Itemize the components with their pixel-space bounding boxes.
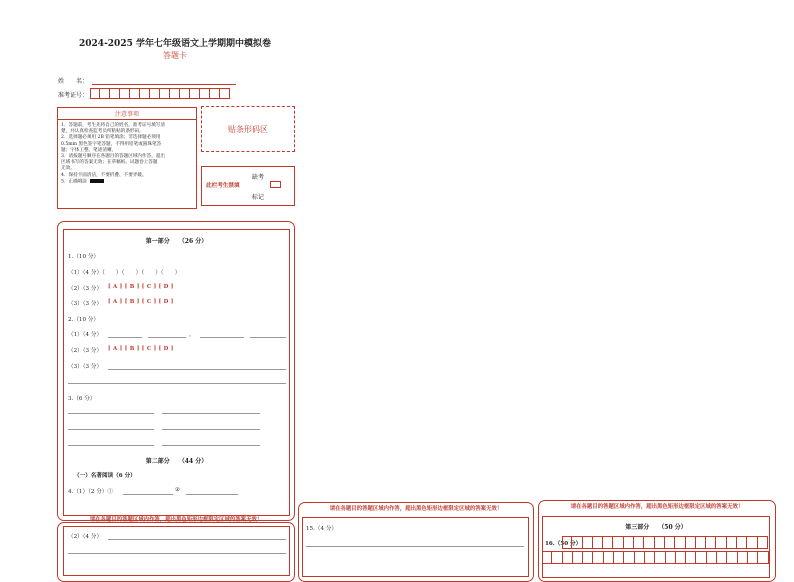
q3-line[interactable] bbox=[162, 429, 260, 430]
q3-label: 3.（6 分） bbox=[68, 396, 96, 402]
q2-sub3-label: （3）（3 分） bbox=[68, 364, 103, 370]
absent-mark-box[interactable] bbox=[270, 181, 281, 188]
q4-sub2-line[interactable] bbox=[68, 553, 286, 554]
notice-item: 楚，并认真检查监考员所粘贴的条形码。 bbox=[61, 129, 144, 135]
q4-sub1-label: 4.（1）（2 分）① bbox=[68, 489, 113, 495]
q15-label: 15.（4 分） bbox=[306, 526, 338, 532]
notice-item: 1．答题前，考生先将自己的姓名，准考证号填写清 bbox=[61, 123, 165, 128]
essay-grid[interactable] bbox=[562, 536, 768, 549]
exam-title: 2024-2025 学年七年级语文上学期期中模拟卷 bbox=[79, 39, 271, 49]
notice-title: 注意事项 bbox=[58, 108, 196, 120]
notice-item bbox=[58, 179, 196, 186]
q4-sub2-line[interactable] bbox=[108, 539, 286, 540]
part2-sub-heading: （一）名著阅读（6 分） bbox=[74, 473, 136, 479]
absent-box bbox=[201, 166, 295, 206]
q1-sub3-options[interactable]: [ A ] [ B ] [ C ] [ D ] bbox=[108, 299, 174, 305]
absent-label: 缺考 bbox=[252, 174, 265, 181]
warning-col3: 请在各题目的答题区域内作答，超出黑色矩形边框限定区域的答案无效！ bbox=[570, 504, 744, 510]
q3-line[interactable] bbox=[68, 413, 154, 414]
q2-blank-3[interactable] bbox=[200, 337, 244, 338]
q2-sub2-label: （2）（3 分） bbox=[68, 348, 103, 354]
q3-line[interactable] bbox=[68, 429, 154, 430]
q3-line[interactable] bbox=[68, 445, 154, 446]
notice-box bbox=[57, 107, 197, 209]
q15-line[interactable] bbox=[306, 546, 524, 547]
q2-sub3-line-2[interactable] bbox=[68, 383, 286, 384]
q1-sub2-options[interactable]: [ A ] [ B ] [ C ] [ D ] bbox=[108, 284, 174, 290]
absent-mark-label: 标记 bbox=[252, 194, 265, 201]
q3-line[interactable] bbox=[162, 445, 260, 446]
q2-blank-2[interactable] bbox=[148, 337, 186, 338]
q1-sub3-label: （3）（3 分） bbox=[68, 301, 103, 307]
barcode-label: 贴条形码区 bbox=[228, 124, 268, 134]
q3-line[interactable] bbox=[162, 413, 260, 414]
notice-item: 题；字体工整、笔迹清晰。 bbox=[61, 147, 117, 153]
id-label: 准考证号： bbox=[58, 92, 89, 99]
q1-sub1[interactable]: （1）（4 分）（ ）（ ）（ ）（ ） bbox=[68, 270, 181, 276]
answer-card-label: 答题卡 bbox=[163, 51, 187, 60]
notice-item: 2．选择题必须用 2B 铅笔填涂；非选择题必须用 bbox=[61, 135, 161, 141]
q2-sub1-label: （1）（4 分） bbox=[68, 332, 103, 338]
part1-heading: 第一部分 （26 分） bbox=[145, 238, 208, 245]
q2-label: 2.（10 分） bbox=[68, 317, 100, 323]
notice-item: 3．请按题号顺序在各题目的答题区域内作答，超出 bbox=[61, 154, 165, 160]
q2-sub2-options[interactable]: [ A ] [ B ] [ C ] [ D ] bbox=[108, 346, 174, 352]
q2-sub3-line-1[interactable] bbox=[108, 369, 286, 370]
part2-heading: 第二部分 （44 分） bbox=[145, 458, 208, 465]
q4-sub2-label: （2）（4 分） bbox=[68, 534, 103, 540]
warning-col1: 请在各题目的答题区域内作答，超出黑色矩形边框限定区域的答案无效！ bbox=[89, 517, 263, 523]
q2-blank-4[interactable] bbox=[250, 337, 286, 338]
q2-blank-1[interactable] bbox=[108, 337, 142, 338]
q16-label: 16.（50 分） bbox=[545, 541, 582, 547]
essay-grid-row2[interactable] bbox=[542, 551, 769, 564]
q1-label: 1.（10 分） bbox=[68, 254, 100, 260]
fill-example-mark bbox=[90, 179, 104, 183]
q4-circle-2: ② bbox=[175, 487, 181, 493]
fill-example-label: 5．正确填涂 bbox=[61, 179, 87, 185]
part3-heading: 第三部分 （50 分） bbox=[625, 524, 687, 531]
q4-blank-2[interactable] bbox=[186, 494, 238, 495]
notice-item: 无效。 bbox=[61, 166, 75, 172]
notice-item: 区域书写的答案无效；在草稿纸、试题卷上答题 bbox=[61, 160, 158, 166]
absent-note: 此栏考生禁填 bbox=[206, 183, 240, 189]
name-line[interactable] bbox=[92, 84, 236, 85]
notice-item: 4．保持卡面清洁，不要折叠、不要弄破。 bbox=[61, 172, 147, 178]
notice-item: 0.5mm 黑色签字笔答题，不得用铅笔或圆珠笔答 bbox=[61, 141, 162, 147]
q1-sub2-label: （2）（3 分） bbox=[68, 286, 103, 292]
id-cells[interactable] bbox=[90, 88, 230, 99]
q4-blank-1[interactable] bbox=[123, 494, 173, 495]
q2-comma: ， bbox=[189, 332, 195, 338]
barcode-area bbox=[201, 106, 295, 152]
name-label: 姓 名： bbox=[58, 78, 89, 85]
warning-col2: 请在各题目的答题区域内作答，超出黑色矩形边框限定区域的答案无效！ bbox=[329, 506, 503, 512]
